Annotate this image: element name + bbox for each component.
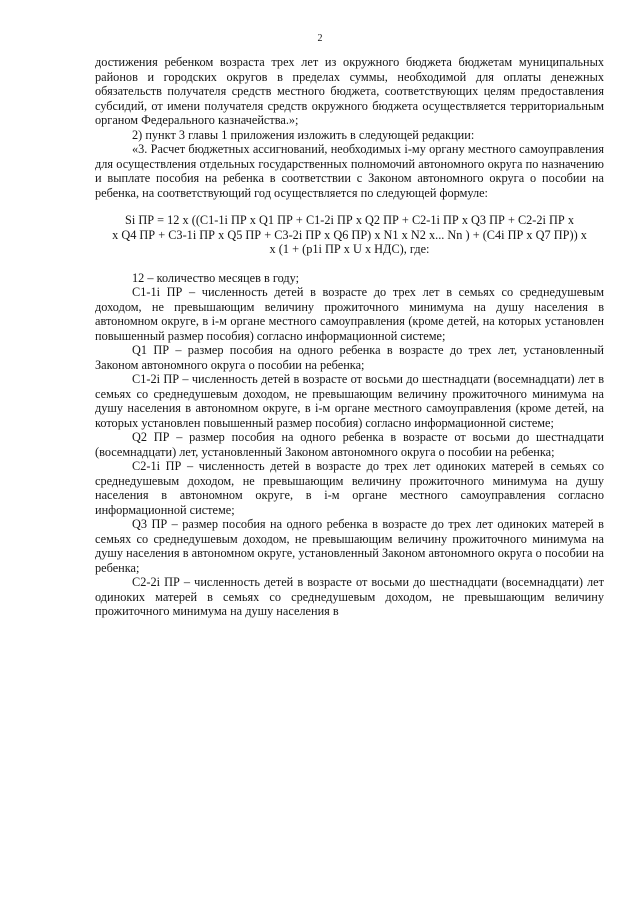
paragraph: «3. Расчет бюджетных ассигнований, необходимых i-му органу местного самоуправления для осуществления отдельных государственных полномочий автономного округа по назначению и выплате пособия на ребенка в соответствии с Законом автономного округа о пособии на ребенка, на соответствующий год осуществляется по следующей формуле: xyxy=(95,142,604,200)
definition: Q3 ПР – размер пособия на одного ребенка в возрасте до трех лет одиноких матерей в семьях со среднедушевым доходом, не превышающим величину прожиточного минимума на душу населения в автономном округе, установленный Законом автономного округа о пособии на ребенка; xyxy=(95,517,604,575)
formula-line: Si ПР = 12 x ((С1-1i ПР x Q1 ПР + С1-2i ПР x Q2 ПР + С2-1i ПР x Q3 ПР + С2-2i ПР x xyxy=(125,213,574,227)
definition: С2-2i ПР – численность детей в возрасте от восьми до шестнадцати (восемнадцати) лет одиноких матерей в семьях со среднедушевым доходом, не превышающим величину прожиточного минимума на душу населения в xyxy=(95,575,604,618)
definition: Q2 ПР – размер пособия на одного ребенка в возрасте от восьми до шестнадцати (восемнадцати) лет, установленный Законом автономного округа о пособии на ребенка; xyxy=(95,430,604,459)
paragraph: достижения ребенком возраста трех лет из окружного бюджета бюджетам муниципальных районов и городских округов в пределах суммы, необходимой для оплаты денежных обязательств получателя средств местного бюджета, соответствующих целям предоставления субсидий, от имени получателя средств окружного бюджета осуществляется территориальным органом Федерального казначейства.»; xyxy=(95,55,604,127)
definition: Q1 ПР – размер пособия на одного ребенка в возрасте до трех лет, установленный Законом автономного округа о пособии на ребенка; xyxy=(95,343,604,372)
formula-line: x (1 + (p1i ПР x U x НДС), где: xyxy=(269,242,430,256)
definition: С1-2i ПР – численность детей в возрасте от восьми до шестнадцати (восемнадцати) лет в семьях со среднедушевым доходом, не превышающим величину прожиточного минимума на душу населения в автономном округе, в i-м органе местного самоуправления (кроме детей, на которых установлен повышенный размер пособия) согласно информационной системе; xyxy=(95,372,604,430)
definition: С1-1i ПР – численность детей в возрасте до трех лет в семьях со среднедушевым доходом, не превышающим величину прожиточного минимума на душу населения в автономном округе, в i-м органе местного самоуправления (кроме детей, на которых установлен повышенный размер пособия) согласно информационной системе; xyxy=(95,285,604,343)
formula-line: x Q4 ПР + С3-1i ПР x Q5 ПР + С3-2i ПР x Q6 ПР) x N1 x N2 x... Nn ) + (С4i ПР x Q7 ПР)) x xyxy=(112,227,587,242)
document-body xyxy=(95,55,604,619)
definition: С2-1i ПР – численность детей в возрасте до трех лет одиноких матерей в семьях со среднедушевым доходом, не превышающим величину прожиточного минимума на душу населения в автономном округе, в i-м органе местного самоуправления согласно информационной системе; xyxy=(95,459,604,517)
page-number: 2 xyxy=(317,33,323,44)
paragraph: 2) пункт 3 главы 1 приложения изложить в следующей редакции: xyxy=(132,127,475,142)
formula xyxy=(95,213,604,257)
definition: 12 – количество месяцев в году; xyxy=(132,270,300,285)
